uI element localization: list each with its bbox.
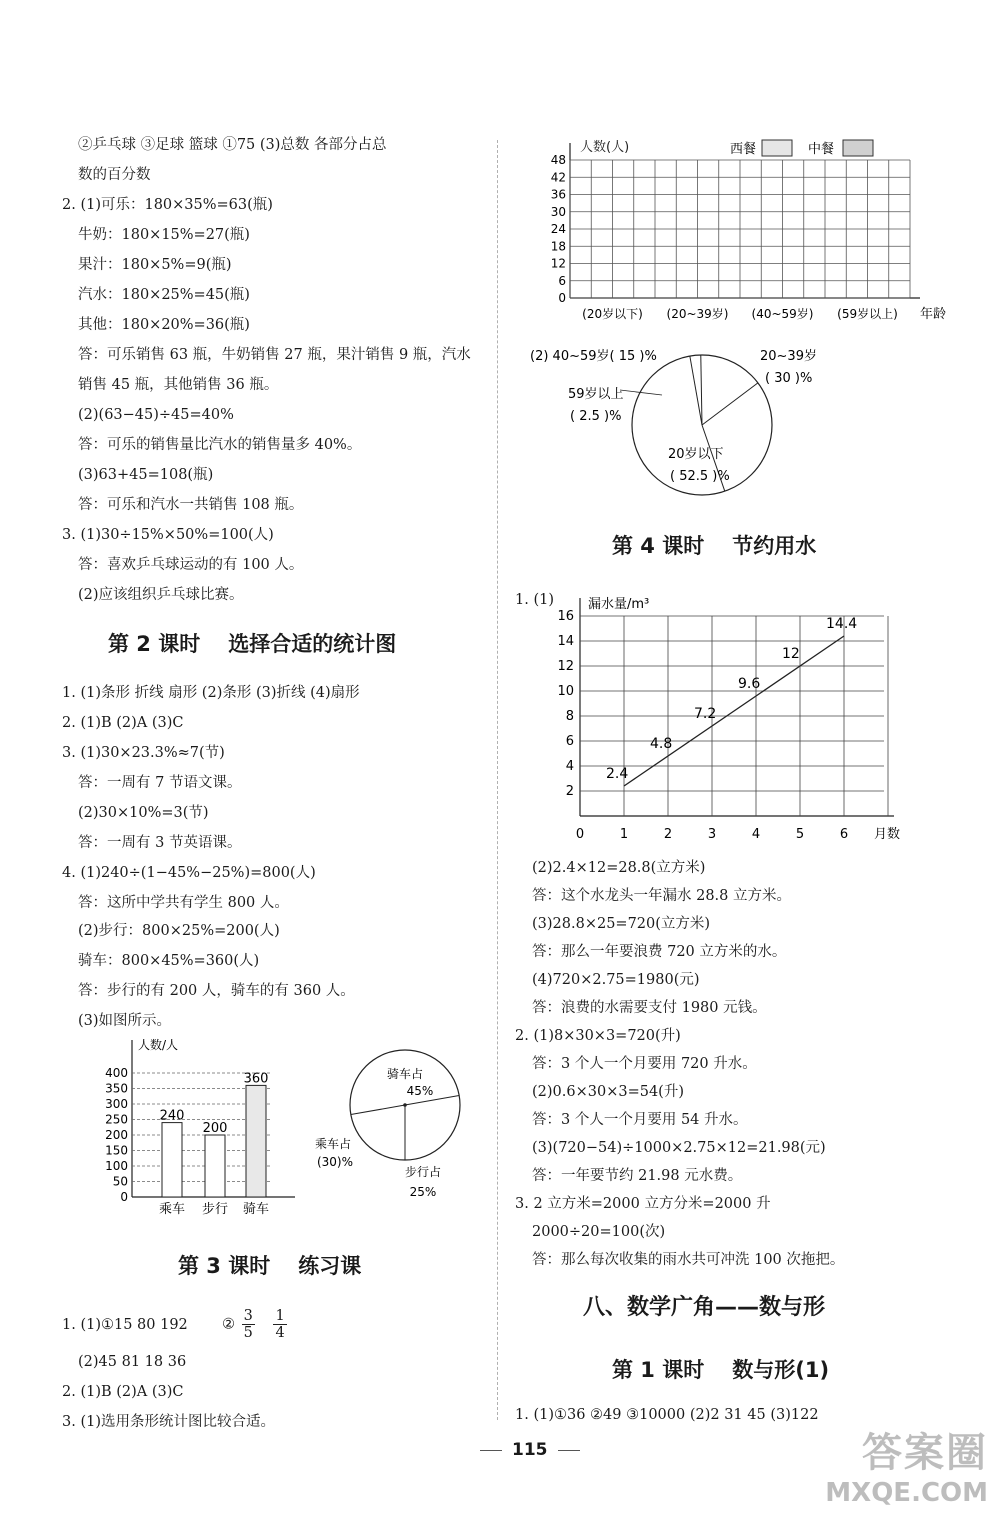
text-line: 数的百分数 [78, 167, 151, 183]
x-tick-label: 3 [707, 827, 717, 842]
data-label: 4.8 [650, 736, 673, 752]
pie-value: ( 30 )% [765, 371, 813, 386]
column-divider [497, 140, 498, 1420]
text-line: 2000÷20=100(次) [532, 1224, 666, 1240]
text-line: 骑车：800×45%=360(人) [78, 953, 260, 969]
text-line: 答：那么一年要浪费 720 立方米的水。 [532, 944, 787, 960]
transport-pie-chart [305, 1050, 485, 1210]
text-line: 销售 45 瓶，其他销售 36 瓶。 [78, 377, 279, 393]
pie-label: 乘车占 [314, 1137, 352, 1151]
x-tick-label: 6 [839, 827, 849, 842]
pie-label: 20岁以下 [668, 447, 724, 462]
pie-value: 45% [406, 1084, 434, 1098]
text-line: 3. (1)30÷15%×50%=100(人) [62, 527, 274, 543]
x-tick-label: 乘车 [158, 1202, 186, 1217]
text-line: 其他：180×20%=36(瓶) [78, 317, 250, 333]
legend-swatch-western [762, 140, 792, 156]
y-tick-label: 6 [565, 734, 574, 749]
lesson-heading [612, 1354, 829, 1384]
text-line: (3)(720−54)÷1000×2.75×12=21.98(元) [532, 1140, 826, 1156]
y-tick-label: 12 [550, 256, 566, 271]
x-tick-label: 2 [663, 827, 673, 842]
text-line: 2. (1)B (2)A (3)C [62, 715, 184, 731]
x-tick-label: (59岁以上) [837, 307, 898, 321]
x-tick-label: 1 [619, 827, 629, 842]
text-line: (3)28.8×25=720(立方米) [532, 916, 711, 932]
age-group-pie-chart [520, 340, 850, 515]
lesson-number: 第 2 课时 [108, 632, 201, 656]
lesson-title: 选择合适的统计图 [228, 632, 397, 656]
bar-value-label: 240 [159, 1108, 185, 1124]
pie-value: ( 2.5 )% [570, 409, 622, 424]
text-line: 1. (1)条形 折线 扇形 (2)条形 (3)折线 (4)扇形 [62, 685, 360, 701]
y-tick-label: 16 [557, 609, 574, 624]
lesson-title: 练习课 [298, 1254, 362, 1278]
y-tick-label: 30 [550, 204, 566, 219]
pie-divider [702, 383, 758, 425]
text-line: 答：喜欢乒乓球运动的有 100 人。 [78, 557, 304, 573]
y-tick-label: 36 [550, 187, 566, 202]
text-line: (2)30×10%=3(节) [78, 805, 209, 821]
page-number-text: 115 [512, 1440, 548, 1460]
y-tick-label: 300 [105, 1097, 128, 1111]
text-line: 4. (1)240÷(1−45%−25%)=800(人) [62, 865, 316, 881]
x-axis-label: 年龄 [920, 307, 947, 322]
text-line: 2. (1)可乐：180×35%=63(瓶) [62, 197, 273, 213]
section-title: 八、数学广角——数与形 [583, 1295, 826, 1320]
x-tick-label: (20岁以下) [582, 307, 643, 321]
data-label: 12 [782, 646, 800, 662]
y-tick-label: 12 [557, 659, 574, 674]
text-line: 1. (1) [515, 592, 554, 608]
pie-label: 步行占 [404, 1165, 442, 1179]
lesson-number: 第 4 课时 [612, 534, 705, 558]
text-line: (4)720×2.75=1980(元) [532, 972, 700, 988]
text-line: (2)(63−45)÷45=40% [78, 407, 234, 423]
y-tick-label: 350 [105, 1081, 128, 1096]
watermark-url: MXQE.COM [825, 1478, 988, 1508]
y-tick-label: 2 [565, 784, 574, 799]
data-label: 14.4 [826, 616, 858, 632]
y-tick-label: 0 [558, 291, 566, 305]
text-line: (2)45 81 18 36 [78, 1354, 187, 1370]
y-tick-label: 50 [112, 1174, 128, 1189]
y-axis-label: 漏水量/m³ [588, 597, 650, 612]
lesson-heading [178, 1250, 361, 1280]
text-line: 答：这所中学共有学生 800 人。 [78, 895, 289, 911]
fraction-answer [222, 1308, 287, 1341]
lesson-number: 第 3 课时 [178, 1254, 271, 1278]
text-line: (2)步行：800×25%=200(人) [78, 923, 280, 939]
text-line: 1. (1)①36 ②49 ③10000 (2)2 31 45 (3)122 [515, 1407, 819, 1423]
text-line: (2)2.4×12=28.8(立方米) [532, 860, 706, 876]
page-number [470, 1440, 590, 1460]
text-line: 答：那么每次收集的雨水共可冲洗 100 次拖把。 [532, 1252, 845, 1268]
y-axis-label: 人数(人) [580, 140, 630, 155]
text-line: (2)0.6×30×3=54(升) [532, 1084, 684, 1100]
legend-label: 中餐 [808, 142, 835, 157]
bar [246, 1085, 266, 1197]
text-line: 答：一年要节约 21.98 元水费。 [532, 1168, 743, 1184]
fraction-2-numerator: 1 [275, 1308, 285, 1324]
text-line: 答：步行的有 200 人，骑车的有 360 人。 [78, 983, 355, 999]
text-line: ②乒乓球 ③足球 篮球 ①75 (3)总数 各部分占总 [78, 137, 387, 153]
y-tick-label: 400 [105, 1066, 128, 1080]
text-line: 3. (1)选用条形统计图比较合适。 [62, 1414, 275, 1430]
y-tick-label: 10 [557, 684, 574, 699]
data-label: 2.4 [606, 766, 629, 782]
x-axis-label: 月数 [874, 827, 901, 842]
bar [162, 1123, 182, 1197]
y-tick-label: 100 [105, 1159, 128, 1173]
y-tick-label: 200 [105, 1128, 128, 1142]
x-tick-label: (40~59岁) [751, 307, 814, 321]
text-line: 答：可乐和汽水一共销售 108 瓶。 [78, 497, 304, 513]
text-line: 答：一周有 7 节语文课。 [78, 775, 242, 791]
text-line: 3. 2 立方米=2000 立方分米=2000 升 [515, 1196, 771, 1212]
lesson-heading [108, 628, 396, 658]
text-line: 2. (1)8×30×3=720(升) [515, 1028, 681, 1044]
text-line: 答：3 个人一个月要用 720 升水。 [532, 1056, 757, 1072]
text-line: (3)如图所示。 [78, 1013, 172, 1029]
pie-label: (2) 40~59岁( 15 )% [530, 349, 657, 364]
legend-label: 西餐 [730, 142, 757, 157]
transport-bar-chart [100, 1035, 305, 1220]
x-tick-label: 5 [795, 827, 805, 842]
bar [205, 1135, 225, 1197]
text-line: (2)应该组织乒乓球比赛。 [78, 587, 244, 603]
watermark [825, 1421, 988, 1508]
y-tick-label: 4 [565, 759, 574, 774]
y-tick-label: 250 [105, 1112, 128, 1127]
age-group-bar-chart [540, 133, 947, 333]
trend-line [624, 636, 844, 786]
y-tick-label: 18 [550, 239, 566, 254]
x-tick-label: 步行 [201, 1202, 229, 1217]
fraction-2-denominator: 4 [275, 1325, 285, 1341]
pie-divider [701, 355, 702, 425]
y-tick-label: 6 [558, 273, 566, 288]
water-leak-line-chart [540, 590, 930, 845]
lesson-title: 节约用水 [732, 534, 817, 558]
y-tick-label: 0 [120, 1190, 128, 1204]
legend-swatch-chinese [843, 140, 873, 156]
y-tick-label: 24 [550, 222, 566, 236]
fraction-label: ② [222, 1316, 235, 1333]
lesson-title: 数与形(1) [732, 1358, 830, 1382]
pie-value: (30)% [316, 1155, 354, 1169]
text-line: 牛奶：180×15%=27(瓶) [78, 227, 250, 243]
x-tick-label: 4 [751, 827, 761, 842]
pie-divider [351, 1105, 405, 1115]
bar-value-label: 360 [243, 1071, 269, 1087]
text-line: 答：这个水龙头一年漏水 28.8 立方米。 [532, 888, 792, 904]
x-tick-label: 0 [575, 827, 585, 842]
pie-label: 59岁以上 [568, 387, 624, 402]
y-tick-label: 48 [550, 153, 566, 167]
y-tick-label: 14 [557, 634, 574, 649]
fraction-1-denominator: 5 [243, 1325, 253, 1341]
fraction-1-numerator: 3 [243, 1308, 253, 1324]
watermark-logo: 答案圈 [862, 1430, 988, 1476]
pie-label: 骑车占 [386, 1067, 424, 1081]
text-line: 答：3 个人一个月要用 54 升水。 [532, 1112, 748, 1128]
text-line: 答：一周有 3 节英语课。 [78, 835, 242, 851]
y-tick-label: 150 [105, 1143, 128, 1158]
text-line: 答：可乐的销售量比汽水的销售量多 40%。 [78, 437, 362, 453]
x-tick-label: 骑车 [242, 1202, 270, 1217]
text-line: (3)63+45=108(瓶) [78, 467, 214, 483]
text-line: 答：浪费的水需要支付 1980 元钱。 [532, 1000, 767, 1016]
pie-label: 20~39岁 [760, 349, 817, 364]
lesson-heading [612, 530, 816, 560]
y-tick-label: 8 [565, 709, 574, 724]
x-tick-label: (20~39岁) [666, 307, 729, 321]
data-label: 9.6 [738, 676, 761, 692]
text-line: 2. (1)B (2)A (3)C [62, 1384, 184, 1400]
pie-value: 25% [409, 1185, 437, 1199]
lesson-number: 第 1 课时 [612, 1358, 705, 1382]
y-axis-label: 人数/人 [138, 1038, 179, 1052]
y-tick-label: 42 [550, 170, 566, 185]
text-line: 汽水：180×25%=45(瓶) [78, 287, 250, 303]
bar-value-label: 200 [202, 1121, 228, 1136]
data-label: 7.2 [694, 706, 717, 722]
text-line: 答：可乐销售 63 瓶，牛奶销售 27 瓶，果汁销售 9 瓶，汽水 [78, 347, 471, 363]
pie-value: ( 52.5 )% [670, 469, 730, 484]
text-line: 1. (1)①15 80 192 [62, 1317, 188, 1333]
pie-divider [690, 356, 702, 425]
text-line: 3. (1)30×23.3%≈7(节) [62, 745, 225, 761]
text-line: 果汁：180×5%=9(瓶) [78, 257, 232, 273]
